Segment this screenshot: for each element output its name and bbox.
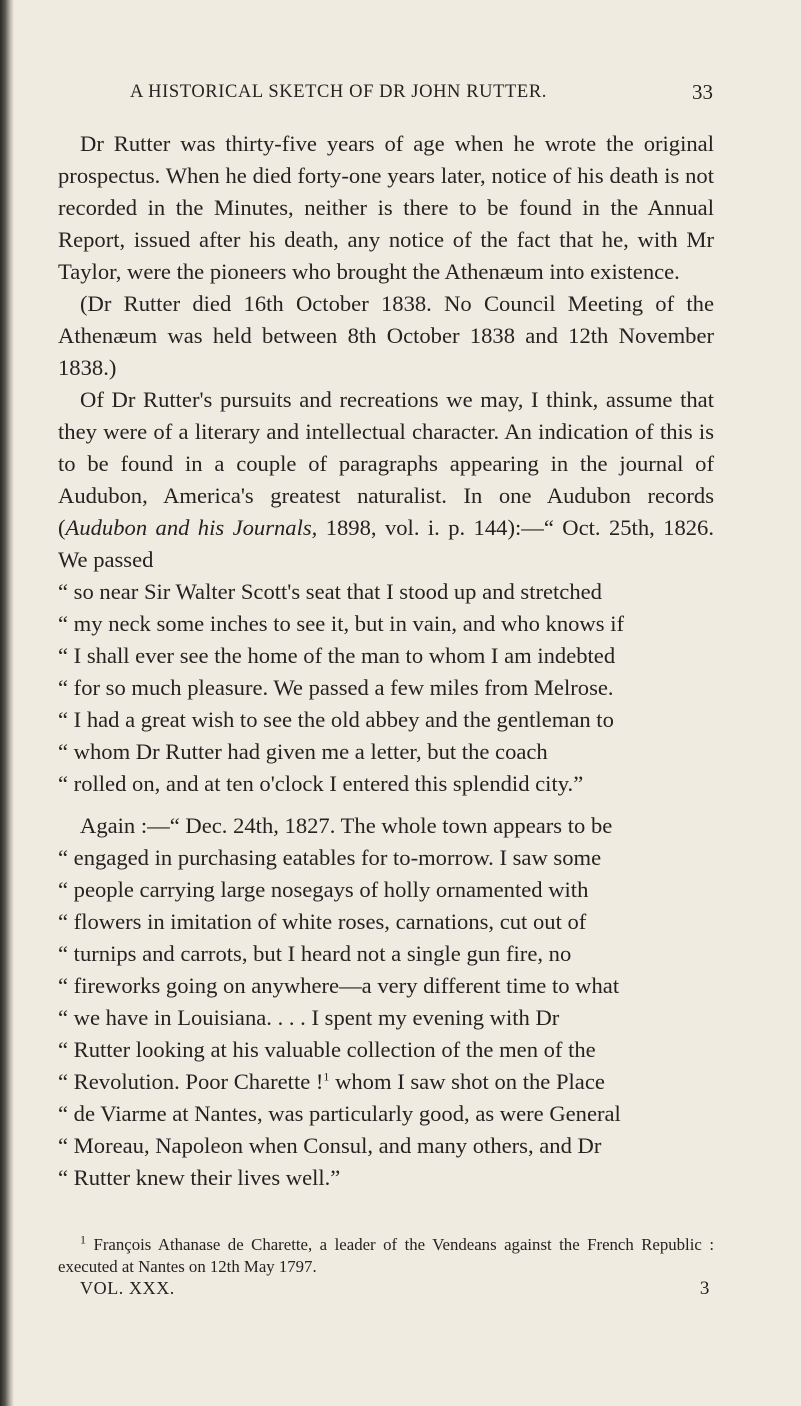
footnote-body: François Athanase de Charette, a leader of the Vendeans against the French Republic : executed at Nantes on 12th May 1797. [58,1235,714,1276]
quote-line: “ I shall ever see the home of the man to whom I am indebted [58,643,616,668]
paragraph-3-text: Of Dr Rutter's pursuits and recreations we may, I think, assume that they were of a literary and intellectual character. An indication of this is to be found in a couple of paragraphs appearing in the journal of Audubon, America's greatest naturalist. In one Audubon records ( [58,387,714,540]
quote-line: “ for so much pleasure. We passed a few miles from Melrose. [58,675,614,700]
quote-line: “ engaged in purchasing eatables for to-morrow. I saw some [58,845,602,870]
footnote [58,1234,714,1278]
charette-text: “ Revolution. Poor Charette ! [58,1069,324,1094]
quote-line: “ rolled on, and at ten o'clock I entered this splendid city.” [58,771,584,796]
quote-lines-1 [58,576,714,800]
quote-line: “ we have in Louisiana. . . . I spent my evening with Dr [58,1005,560,1030]
signature-mark: 3 [699,1278,710,1299]
footnote-reference: 1 [323,1069,330,1084]
quote-lines-2 [58,842,714,1194]
quote-line: “ Rutter looking at his valuable collection of the men of the [58,1037,596,1062]
quote-line: “ turnips and carrots, but I heard not a single gun fire, no [58,941,572,966]
quote-line: “ Rutter knew their lives well.” [58,1165,341,1190]
book-title-italic: Audubon and his Journals, [65,515,318,540]
quote-line: “ Moreau, Napoleon when Consul, and many others, and Dr [58,1133,602,1158]
quote-line: “ whom Dr Rutter had given me a letter, but the coach [58,739,548,764]
paragraph-2: (Dr Rutter died 16th October 1838. No Council Meeting of the Athenæum was held between 8th October 1838 and 12th November 1838.) [58,291,714,380]
paragraph-3 [58,384,714,576]
quote-line: “ de Viarme at Nantes, was particularly good, as were General [58,1101,621,1126]
body-text [58,128,714,1194]
quote-line: “ people carrying large nosegays of holly ornamented with [58,877,589,902]
charette-text-after: whom I saw shot on the Place [329,1069,605,1094]
page-number: 33 [692,80,713,104]
footnote-text [58,1234,714,1278]
quote-line: “ so near Sir Walter Scott's seat that I stood up and stretched [58,579,602,604]
quote-line: “ flowers in imitation of white roses, carnations, cut out of [58,909,587,934]
paragraph-4: Again :—“ Dec. 24th, 1827. The whole town appears to be [80,813,613,838]
quote-line-charette [58,1066,714,1098]
running-head: A HISTORICAL SKETCH OF DR JOHN RUTTER. [130,82,547,102]
quote-line: “ my neck some inches to see it, but in vain, and who knows if [58,611,624,636]
quote-line: “ I had a great wish to see the old abbey and the gentleman to [58,707,614,732]
paragraph-3-after: 1898, vol. i. p. 144):—“ Oct. 25th, 1826. We passed [58,515,714,572]
quote-line: “ fireworks going on anywhere—a very different time to what [58,973,620,998]
paragraph-1: Dr Rutter was thirty-five years of age when he wrote the original prospectus. When he died forty-one years later, notice of his death is not recorded in the Minutes, neither is there to be found in the Annual Report, issued after his death, any notice of the fact that he, with Mr Taylor, were the pioneers who brought the Athenæum into existence. [58,131,714,284]
footnote-marker: 1 [80,1232,86,1247]
volume-label: VOL. XXX. [80,1278,175,1298]
